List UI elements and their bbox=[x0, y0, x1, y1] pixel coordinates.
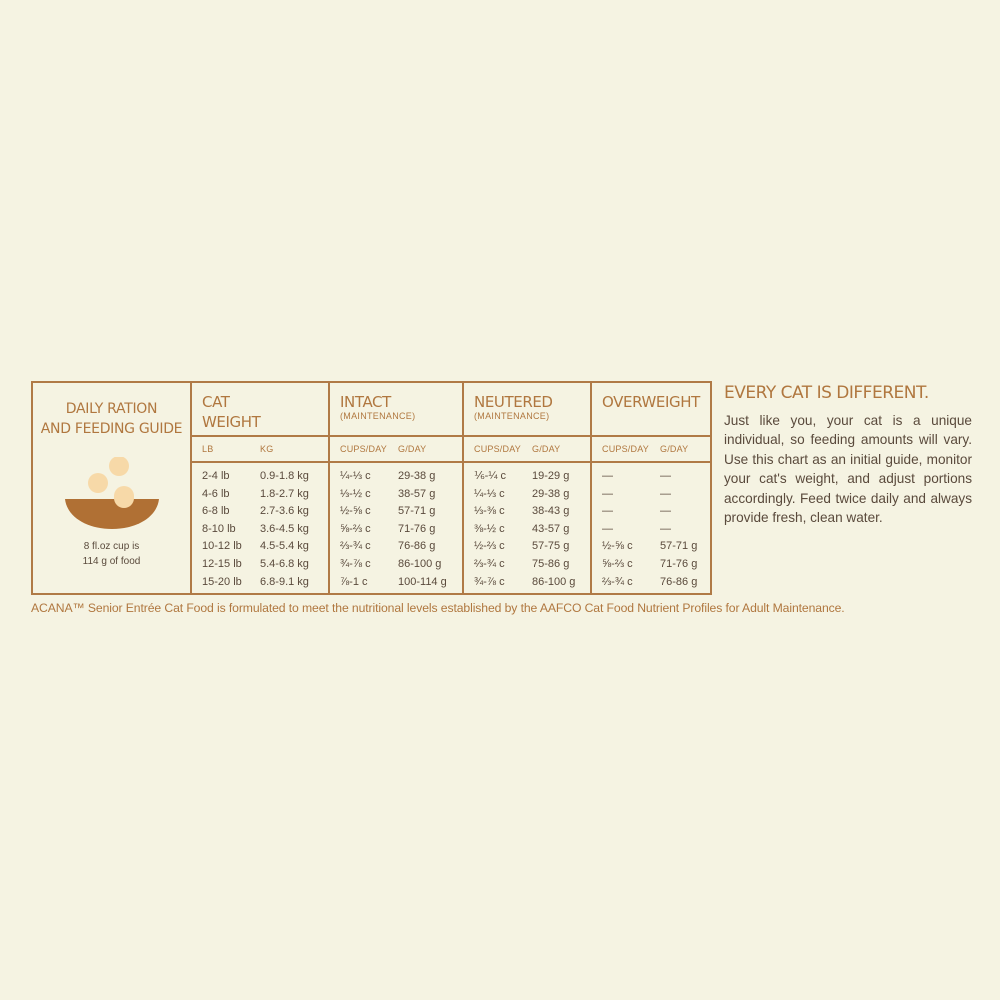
table-row bbox=[340, 468, 462, 486]
table-row bbox=[602, 503, 710, 521]
table-row bbox=[340, 486, 462, 504]
table-cell: ⅜-½ c bbox=[474, 522, 505, 535]
cat-weight-title-line2: WEIGHT bbox=[202, 413, 261, 431]
table-row bbox=[602, 521, 710, 539]
table-cell: 10-12 lb bbox=[202, 540, 242, 553]
table-row bbox=[474, 574, 590, 592]
table-cell: ½-⅝ c bbox=[602, 540, 633, 553]
table-cell: — bbox=[602, 522, 613, 535]
table-cell: ⅓-⅜ c bbox=[474, 505, 505, 518]
table-cell: 86-100 g bbox=[532, 575, 576, 588]
table-row bbox=[202, 468, 328, 486]
table-cell: 2-4 lb bbox=[202, 470, 230, 482]
table-cell: 3.6-4.5 kg bbox=[260, 522, 309, 535]
unit-grams-per-day: G/DAY bbox=[398, 444, 427, 454]
cat-weight-units bbox=[192, 437, 328, 463]
guide-title-line1: DAILY RATION bbox=[65, 401, 158, 417]
neutered-title: NEUTERED bbox=[474, 393, 553, 411]
guide-title-line2: AND FEEDING GUIDE bbox=[40, 421, 183, 437]
table-cell: 75-86 g bbox=[532, 557, 570, 570]
table-cell: 1.8-2.7 kg bbox=[260, 487, 309, 500]
table-row bbox=[602, 556, 710, 574]
table-cell: ⅔-¾ c bbox=[474, 557, 505, 570]
table-cell: 0.9-1.8 kg bbox=[260, 470, 309, 482]
table-row bbox=[602, 574, 710, 592]
table-cell: 57-75 g bbox=[532, 540, 570, 553]
table-row bbox=[602, 486, 710, 504]
table-cell: 57-71 g bbox=[398, 505, 436, 518]
table-cell: — bbox=[602, 487, 613, 500]
table-row bbox=[202, 574, 328, 592]
table-cell: ⅔-¾ c bbox=[602, 575, 633, 588]
cat-weight-column bbox=[192, 383, 330, 593]
overweight-title: OVERWEIGHT bbox=[602, 393, 700, 411]
food-bowl-icon bbox=[57, 457, 167, 529]
unit-cups-per-day: CUPS/DAY bbox=[602, 444, 649, 454]
intact-units bbox=[330, 437, 462, 463]
neutered-rows bbox=[464, 463, 590, 591]
table-cell: 5.4-6.8 kg bbox=[260, 557, 309, 570]
aafco-statement: ACANA™ Senior Entrée Cat Food is formulated to meet the nutritional levels established by the AAFCO Cat Food Nutrient Profiles for Adult Maintenance. bbox=[31, 601, 845, 615]
neutered-header bbox=[464, 383, 590, 437]
table-cell: ¾-⅞ c bbox=[340, 557, 371, 570]
neutered-units bbox=[464, 437, 590, 463]
cup-conversion-note bbox=[83, 539, 141, 569]
table-cell: 71-76 g bbox=[660, 557, 698, 570]
table-cell: 29-38 g bbox=[398, 470, 436, 482]
table-row bbox=[202, 538, 328, 556]
table-cell: ⅝-⅔ c bbox=[340, 522, 371, 535]
unit-cups-per-day: CUPS/DAY bbox=[340, 444, 387, 454]
table-cell: 15-20 lb bbox=[202, 575, 242, 588]
intact-column bbox=[330, 383, 464, 593]
overweight-header bbox=[592, 383, 710, 437]
unit-kg: KG bbox=[260, 444, 274, 454]
table-row bbox=[202, 521, 328, 539]
table-cell: 19-29 g bbox=[532, 470, 570, 482]
table-cell: 38-57 g bbox=[398, 487, 436, 500]
every-cat-different-panel bbox=[724, 381, 972, 527]
table-row bbox=[474, 468, 590, 486]
table-cell: 12-15 lb bbox=[202, 557, 242, 570]
intact-title: INTACT bbox=[340, 393, 391, 411]
cat-weight-title-line1: CAT bbox=[202, 393, 230, 411]
unit-lb: LB bbox=[202, 444, 214, 454]
table-cell: — bbox=[602, 505, 613, 518]
cat-weight-header bbox=[192, 383, 328, 437]
table-cell: 100-114 g bbox=[398, 575, 447, 588]
table-row bbox=[340, 574, 462, 592]
table-row bbox=[474, 503, 590, 521]
table-row bbox=[474, 538, 590, 556]
table-cell: ¼-⅓ c bbox=[340, 470, 371, 482]
table-cell: 6.8-9.1 kg bbox=[260, 575, 309, 588]
table-cell: ⅞-1 c bbox=[340, 575, 368, 588]
cup-note-line2: 114 g of food bbox=[82, 556, 141, 567]
table-row bbox=[474, 486, 590, 504]
table-cell: 43-57 g bbox=[532, 522, 570, 535]
table-row bbox=[202, 503, 328, 521]
table-row bbox=[340, 521, 462, 539]
table-row bbox=[340, 538, 462, 556]
table-row bbox=[202, 556, 328, 574]
intro-column bbox=[33, 383, 192, 593]
table-row bbox=[474, 521, 590, 539]
intact-rows bbox=[330, 463, 462, 591]
table-cell: 29-38 g bbox=[532, 487, 570, 500]
cat-weight-rows bbox=[192, 463, 328, 591]
neutered-subtitle: (MAINTENANCE) bbox=[474, 411, 550, 421]
overweight-rows bbox=[592, 463, 710, 591]
unit-cups-per-day: CUPS/DAY bbox=[474, 444, 521, 454]
table-row bbox=[602, 538, 710, 556]
table-cell: 2.7-3.6 kg bbox=[260, 505, 309, 518]
table-cell: — bbox=[660, 505, 671, 518]
table-cell: 8-10 lb bbox=[202, 522, 236, 535]
table-row bbox=[474, 556, 590, 574]
neutered-column bbox=[464, 383, 592, 593]
table-row bbox=[602, 468, 710, 486]
table-cell: — bbox=[660, 522, 671, 535]
guide-title bbox=[41, 399, 182, 439]
table-cell: ½-⅝ c bbox=[340, 505, 371, 518]
table-cell: ⅔-¾ c bbox=[340, 540, 371, 553]
table-cell: 71-76 g bbox=[398, 522, 436, 535]
feeding-guide-table bbox=[31, 381, 712, 595]
side-body-text: Just like you, your cat is a unique individual, so feeding amounts will vary. Use this chart as an initial guide, monitor your cat's weight, and adjust portions accordingly. Feed twice daily and always provide fresh, clean water. bbox=[724, 413, 972, 526]
table-cell: 57-71 g bbox=[660, 540, 698, 553]
table-cell: — bbox=[660, 470, 671, 482]
side-heading: EVERY CAT IS DIFFERENT. bbox=[724, 383, 929, 403]
table-cell: 38-43 g bbox=[532, 505, 570, 518]
table-cell: 76-86 g bbox=[398, 540, 436, 553]
table-row bbox=[340, 556, 462, 574]
table-cell: 86-100 g bbox=[398, 557, 442, 570]
table-cell: ¾-⅞ c bbox=[474, 575, 505, 588]
intact-subtitle: (MAINTENANCE) bbox=[340, 411, 416, 421]
unit-grams-per-day: G/DAY bbox=[660, 444, 689, 454]
table-cell: ⅙-¼ c bbox=[474, 470, 507, 482]
unit-grams-per-day: G/DAY bbox=[532, 444, 561, 454]
table-cell: ⅓-½ c bbox=[340, 487, 371, 500]
table-cell: ¼-⅓ c bbox=[474, 487, 505, 500]
table-cell: 6-8 lb bbox=[202, 505, 230, 518]
cup-note-line1: 8 fl.oz cup is bbox=[83, 541, 140, 552]
table-cell: — bbox=[602, 470, 613, 482]
overweight-column bbox=[592, 383, 710, 593]
table-cell: ⅝-⅔ c bbox=[602, 557, 633, 570]
table-cell: 76-86 g bbox=[660, 575, 698, 588]
table-cell: 4-6 lb bbox=[202, 487, 230, 500]
table-cell: — bbox=[660, 487, 671, 500]
table-cell: 4.5-5.4 kg bbox=[260, 540, 309, 553]
table-row bbox=[340, 503, 462, 521]
table-cell: ½-⅔ c bbox=[474, 540, 505, 553]
overweight-units bbox=[592, 437, 710, 463]
intact-header bbox=[330, 383, 462, 437]
table-row bbox=[202, 486, 328, 504]
